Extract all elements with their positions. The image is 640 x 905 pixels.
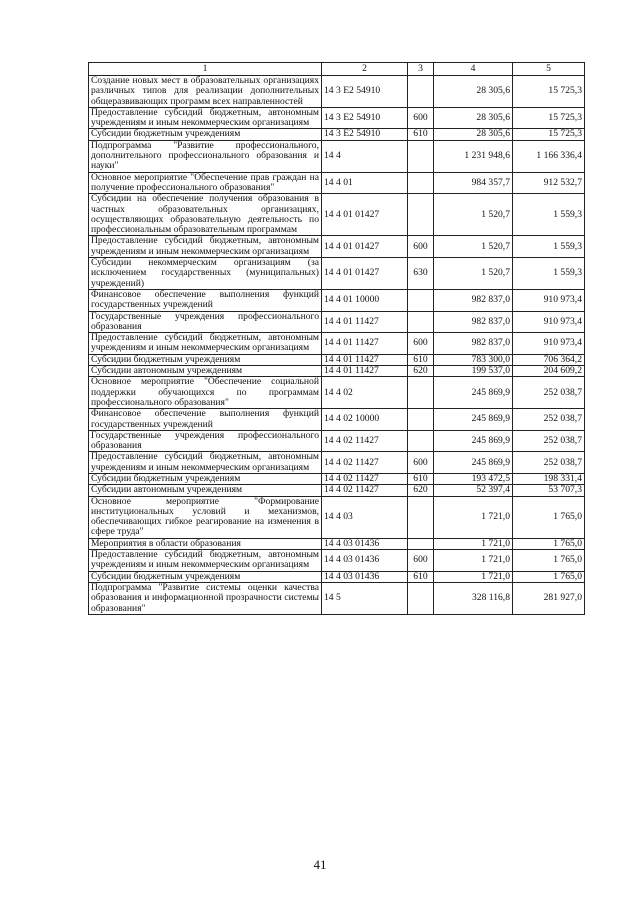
row-code-cell: 14 4 02 10000 [322, 409, 408, 431]
table-row [89, 140, 585, 172]
row-type-cell [408, 377, 434, 409]
row-value-2-cell: 1 765,0 [513, 496, 585, 538]
budget-table [88, 62, 585, 615]
row-value-2-cell: 1 765,0 [513, 550, 585, 572]
row-type-cell: 600 [408, 107, 434, 129]
row-type-cell: 610 [408, 473, 434, 484]
row-code-cell: 14 3 E2 54910 [322, 129, 408, 140]
row-value-1-cell: 193 472,5 [434, 473, 513, 484]
row-name-cell: Государственные учреждения профессионального образования [89, 311, 322, 333]
row-code-cell: 14 4 03 01436 [322, 571, 408, 582]
row-type-cell: 610 [408, 129, 434, 140]
row-type-cell: 600 [408, 550, 434, 572]
row-name-cell: Субсидии автономным учреждениям [89, 366, 322, 377]
row-name-cell: Финансовое обеспечение выполнения функций государственных учреждений [89, 409, 322, 431]
row-code-cell: 14 3 E2 54910 [322, 76, 408, 108]
row-name-cell: Основное мероприятие "Формирование институциональных условий и механизмов, обеспечивающих гибкое реагирование на изменения в сфере труда" [89, 496, 322, 538]
row-code-cell: 14 4 02 11427 [322, 452, 408, 474]
row-name-cell: Субсидии бюджетным учреждениям [89, 354, 322, 365]
row-value-1-cell: 1 721,0 [434, 538, 513, 549]
row-value-1-cell: 982 837,0 [434, 333, 513, 355]
row-value-1-cell: 1 721,0 [434, 571, 513, 582]
row-code-cell: 14 4 01 11427 [322, 354, 408, 365]
row-name-cell: Субсидии бюджетным учреждениям [89, 473, 322, 484]
row-value-1-cell: 1 721,0 [434, 550, 513, 572]
row-value-2-cell: 15 725,3 [513, 76, 585, 108]
row-value-2-cell: 912 532,7 [513, 172, 585, 194]
row-type-cell [408, 172, 434, 194]
row-value-1-cell: 199 537,0 [434, 366, 513, 377]
row-value-1-cell: 52 397,4 [434, 485, 513, 496]
row-value-1-cell: 328 116,8 [434, 582, 513, 614]
row-code-cell: 14 4 [322, 140, 408, 172]
row-value-2-cell: 252 038,7 [513, 409, 585, 431]
table-row [89, 129, 585, 140]
row-type-cell: 600 [408, 333, 434, 355]
table-row [89, 496, 585, 538]
row-value-1-cell: 245 869,9 [434, 452, 513, 474]
row-value-1-cell: 1 520,7 [434, 236, 513, 258]
row-type-cell: 600 [408, 452, 434, 474]
row-name-cell: Субсидии бюджетным учреждениям [89, 571, 322, 582]
row-value-2-cell: 910 973,4 [513, 333, 585, 355]
row-type-cell [408, 289, 434, 311]
row-code-cell: 14 4 03 [322, 496, 408, 538]
row-name-cell: Мероприятия в области образования [89, 538, 322, 549]
table-row [89, 172, 585, 194]
table-row [89, 236, 585, 258]
row-value-2-cell: 252 038,7 [513, 452, 585, 474]
row-type-cell: 610 [408, 571, 434, 582]
row-code-cell: 14 4 01 11427 [322, 333, 408, 355]
row-name-cell: Предоставление субсидий бюджетным, автономным учреждениям и иным некоммерческим организациям [89, 452, 322, 474]
row-name-cell: Предоставление субсидий бюджетным, автономным учреждениям и иным некоммерческим организациям [89, 333, 322, 355]
row-value-2-cell: 252 038,7 [513, 430, 585, 452]
row-code-cell: 14 4 01 [322, 172, 408, 194]
table-row [89, 409, 585, 431]
row-value-2-cell: 1 559,3 [513, 236, 585, 258]
table-row [89, 571, 585, 582]
row-type-cell: 600 [408, 236, 434, 258]
row-code-cell: 14 4 01 01427 [322, 258, 408, 290]
row-code-cell: 14 4 03 01436 [322, 538, 408, 549]
row-value-1-cell: 783 300,0 [434, 354, 513, 365]
page-number: 41 [313, 857, 327, 872]
row-value-2-cell: 15 725,3 [513, 107, 585, 129]
row-code-cell: 14 4 02 11427 [322, 473, 408, 484]
table-row [89, 366, 585, 377]
table-row [89, 538, 585, 549]
row-value-1-cell: 245 869,9 [434, 409, 513, 431]
row-name-cell: Субсидии на обеспечение получения образования в частных образовательных организациях, осуществляющих образовательную деятельность по профессиональным образовательным программам [89, 194, 322, 236]
row-value-2-cell: 910 973,4 [513, 311, 585, 333]
row-value-2-cell: 15 725,3 [513, 129, 585, 140]
row-code-cell: 14 4 02 11427 [322, 430, 408, 452]
table-row [89, 289, 585, 311]
row-value-2-cell: 1 765,0 [513, 538, 585, 549]
row-type-cell [408, 496, 434, 538]
row-type-cell [408, 538, 434, 549]
row-code-cell: 14 5 [322, 582, 408, 614]
row-value-1-cell: 1 520,7 [434, 194, 513, 236]
table-row [89, 430, 585, 452]
row-code-cell: 14 4 01 01427 [322, 236, 408, 258]
table-row [89, 377, 585, 409]
row-value-1-cell: 982 837,0 [434, 311, 513, 333]
table-row [89, 107, 585, 129]
table-body [89, 76, 585, 615]
table-row [89, 473, 585, 484]
table-header-row [89, 63, 585, 76]
row-value-1-cell: 245 869,9 [434, 430, 513, 452]
row-name-cell: Финансовое обеспечение выполнения функций государственных учреждений [89, 289, 322, 311]
row-name-cell: Предоставление субсидий бюджетным, автономным учреждениям и иным некоммерческим организациям [89, 236, 322, 258]
table-row [89, 452, 585, 474]
row-name-cell: Подпрограмма "Развитие профессионального, дополнительного профессионального образования и науки" [89, 140, 322, 172]
row-type-cell: 630 [408, 258, 434, 290]
row-value-1-cell: 1 520,7 [434, 258, 513, 290]
row-value-2-cell: 1 765,0 [513, 571, 585, 582]
row-code-cell: 14 4 01 11427 [322, 311, 408, 333]
table-row [89, 354, 585, 365]
table-row [89, 311, 585, 333]
row-value-2-cell: 910 973,4 [513, 289, 585, 311]
header-cell-4: 4 [434, 63, 513, 76]
row-type-cell [408, 582, 434, 614]
header-cell-2: 2 [322, 63, 408, 76]
row-type-cell [408, 430, 434, 452]
row-value-1-cell: 28 305,6 [434, 107, 513, 129]
row-code-cell: 14 4 01 01427 [322, 194, 408, 236]
row-code-cell: 14 3 E2 54910 [322, 107, 408, 129]
row-value-1-cell: 245 869,9 [434, 377, 513, 409]
header-cell-5: 5 [513, 63, 585, 76]
row-type-cell: 620 [408, 485, 434, 496]
row-code-cell: 14 4 03 01436 [322, 550, 408, 572]
table-row [89, 333, 585, 355]
table-row [89, 485, 585, 496]
table-row [89, 258, 585, 290]
table-row [89, 550, 585, 572]
row-value-2-cell: 1 559,3 [513, 194, 585, 236]
row-type-cell [408, 311, 434, 333]
row-value-2-cell: 198 331,4 [513, 473, 585, 484]
row-value-2-cell: 281 927,0 [513, 582, 585, 614]
row-type-cell [408, 194, 434, 236]
row-name-cell: Подпрограмма "Развитие системы оценки качества образования и информационной прозрачности системы образования" [89, 582, 322, 614]
table-row [89, 76, 585, 108]
row-value-2-cell: 706 364,2 [513, 354, 585, 365]
row-type-cell: 610 [408, 354, 434, 365]
row-code-cell: 14 4 01 10000 [322, 289, 408, 311]
row-name-cell: Субсидии некоммерческим организациям (за исключением государственных (муниципальных) учреждений) [89, 258, 322, 290]
table-row [89, 194, 585, 236]
row-value-2-cell: 252 038,7 [513, 377, 585, 409]
row-value-1-cell: 982 837,0 [434, 289, 513, 311]
row-value-2-cell: 53 707,3 [513, 485, 585, 496]
row-value-2-cell: 1 559,3 [513, 258, 585, 290]
row-value-1-cell: 984 357,7 [434, 172, 513, 194]
row-name-cell: Субсидии бюджетным учреждениям [89, 129, 322, 140]
row-code-cell: 14 4 01 11427 [322, 366, 408, 377]
row-value-2-cell: 1 166 336,4 [513, 140, 585, 172]
row-value-1-cell: 28 305,6 [434, 129, 513, 140]
row-name-cell: Предоставление субсидий бюджетным, автономным учреждениям и иным некоммерческим организациям [89, 107, 322, 129]
row-name-cell: Создание новых мест в образовательных организациях различных типов для реализации дополнительных общеразвивающих программ всех направленностей [89, 76, 322, 108]
row-code-cell: 14 4 02 11427 [322, 485, 408, 496]
row-code-cell: 14 4 02 [322, 377, 408, 409]
row-value-1-cell: 28 305,6 [434, 76, 513, 108]
row-name-cell: Основное мероприятие "Обеспечение прав граждан на получение профессионального образования" [89, 172, 322, 194]
row-value-1-cell: 1 721,0 [434, 496, 513, 538]
row-name-cell: Субсидии автономным учреждениям [89, 485, 322, 496]
row-value-2-cell: 204 609,2 [513, 366, 585, 377]
row-name-cell: Государственные учреждения профессионального образования [89, 430, 322, 452]
row-type-cell [408, 76, 434, 108]
row-type-cell: 620 [408, 366, 434, 377]
row-name-cell: Основное мероприятие "Обеспечение социальной поддержки обучающихся по программам профессионального образования" [89, 377, 322, 409]
row-type-cell [408, 140, 434, 172]
header-cell-1: 1 [89, 63, 322, 76]
row-type-cell [408, 409, 434, 431]
header-cell-3: 3 [408, 63, 434, 76]
table-row [89, 582, 585, 614]
row-value-1-cell: 1 231 948,6 [434, 140, 513, 172]
row-name-cell: Предоставление субсидий бюджетным, автономным учреждениям и иным некоммерческим организациям [89, 550, 322, 572]
